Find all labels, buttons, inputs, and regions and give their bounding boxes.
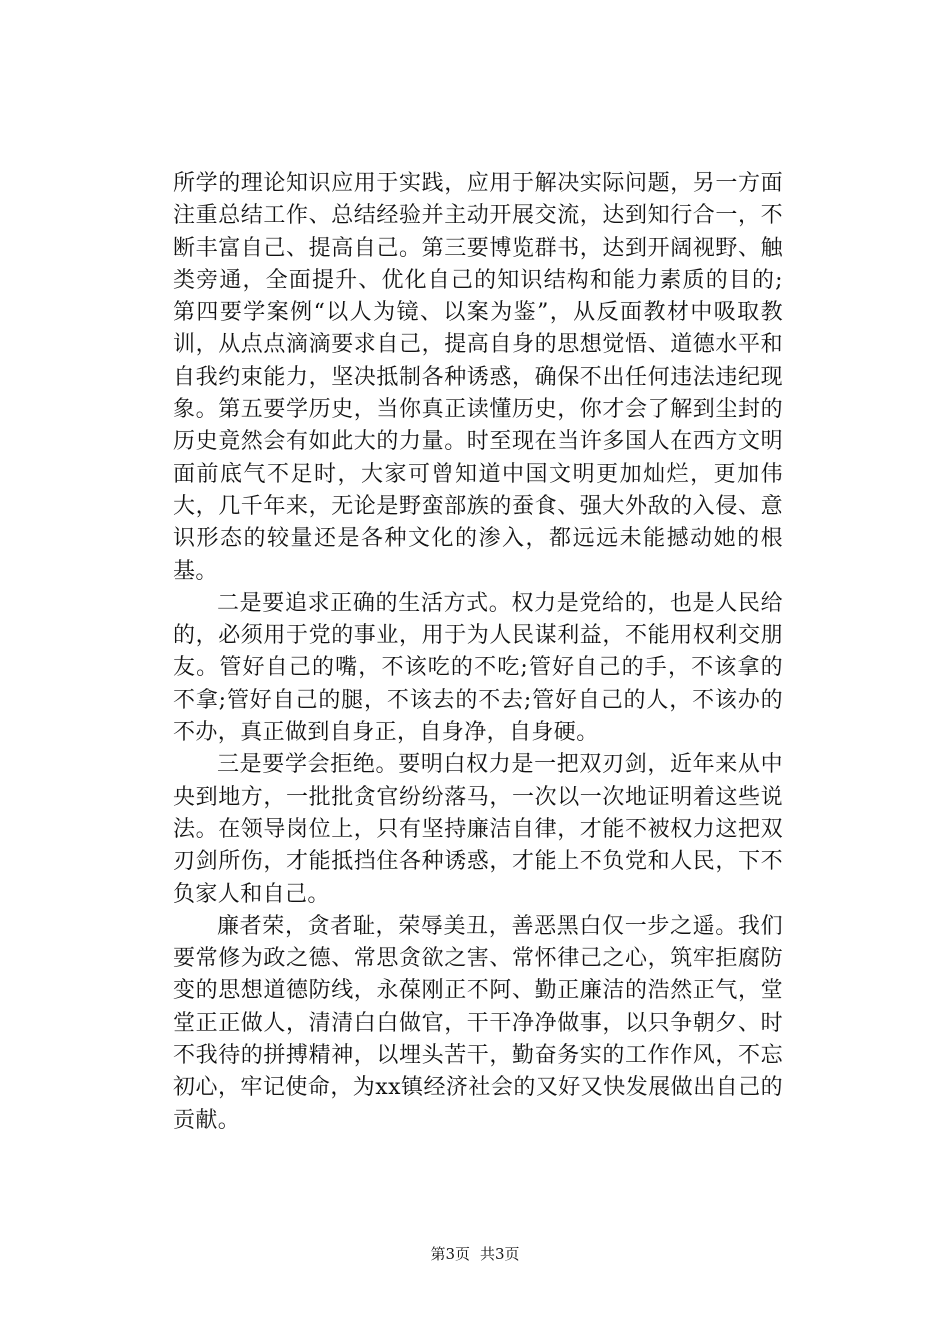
paragraph-3: 三是要学会拒绝。要明白权力是一把双刃剑，近年来从中央到地方，一批批贪官纷纷落马，一次以一次地证明着这些说法。在领导岗位上，只有坚持廉洁自律，才能不被权力这把双刃剑所伤，才能抵挡住各种诱惑，才能上不负党和人民，下不负家人和自己。 <box>173 752 783 907</box>
paragraph-1: 所学的理论知识应用于实践，应用于解决实际问题，另一方面注重总结工作、总结经验并主动开展交流，达到知行合一，不断丰富自己、提高自己。第三要博览群书，达到开阔视野、触类旁通，全面提升、优化自己的知识结构和能力素质的目的;第四要学案例“以人为镜、以案为鉴”，从反面教材中吸取教训，从点点滴滴要求自己，提高自身的思想觉悟、道德水平和自我约束能力，坚决抵制各种诱惑，确保不出任何违法违纪现象。第五要学历史，当你真正读懂历史，你才会了解到尘封的历史竟然会有如此大的力量。时至现在当许多国人在西方文明面前底气不足时，大家可曾知道中国文明更加灿烂，更加伟大，几千年来，无论是野蛮部族的蚕食、强大外敌的入侵、意识形态的较量还是各种文化的渗入，都远远未能撼动她的根基。 <box>173 171 783 584</box>
document-body <box>173 168 783 1137</box>
paragraph-2: 二是要追求正确的生活方式。权力是党给的，也是人民给的，必须用于党的事业，用于为人民谋利益，不能用权利交朋友。管好自己的嘴，不该吃的不吃;管好自己的手，不该拿的不拿;管好自己的腿，不该去的不去;管好自己的人，不该办的不办，真正做到自身正，自身净，自身硬。 <box>173 590 783 746</box>
page-number: 第3页 <box>430 1245 470 1263</box>
page-total: 共3页 <box>480 1245 520 1263</box>
page-footer <box>0 1244 950 1264</box>
paragraph-4: 廉者荣，贪者耻，荣辱美丑，善恶黑白仅一步之遥。我们要常修为政之德、常思贪欲之害、常怀律己之心，筑牢拒腐防变的思想道德防线，永葆刚正不阿、勤正廉洁的浩然正气，堂堂正正做人，清清白白做官，干干净净做事，以只争朝夕、时不我待的拼搏精神，以埋头苦干，勤奋务实的工作作风，不忘初心，牢记使命，为xx镇经济社会的又好又快发展做出自己的贡献。 <box>173 913 783 1133</box>
